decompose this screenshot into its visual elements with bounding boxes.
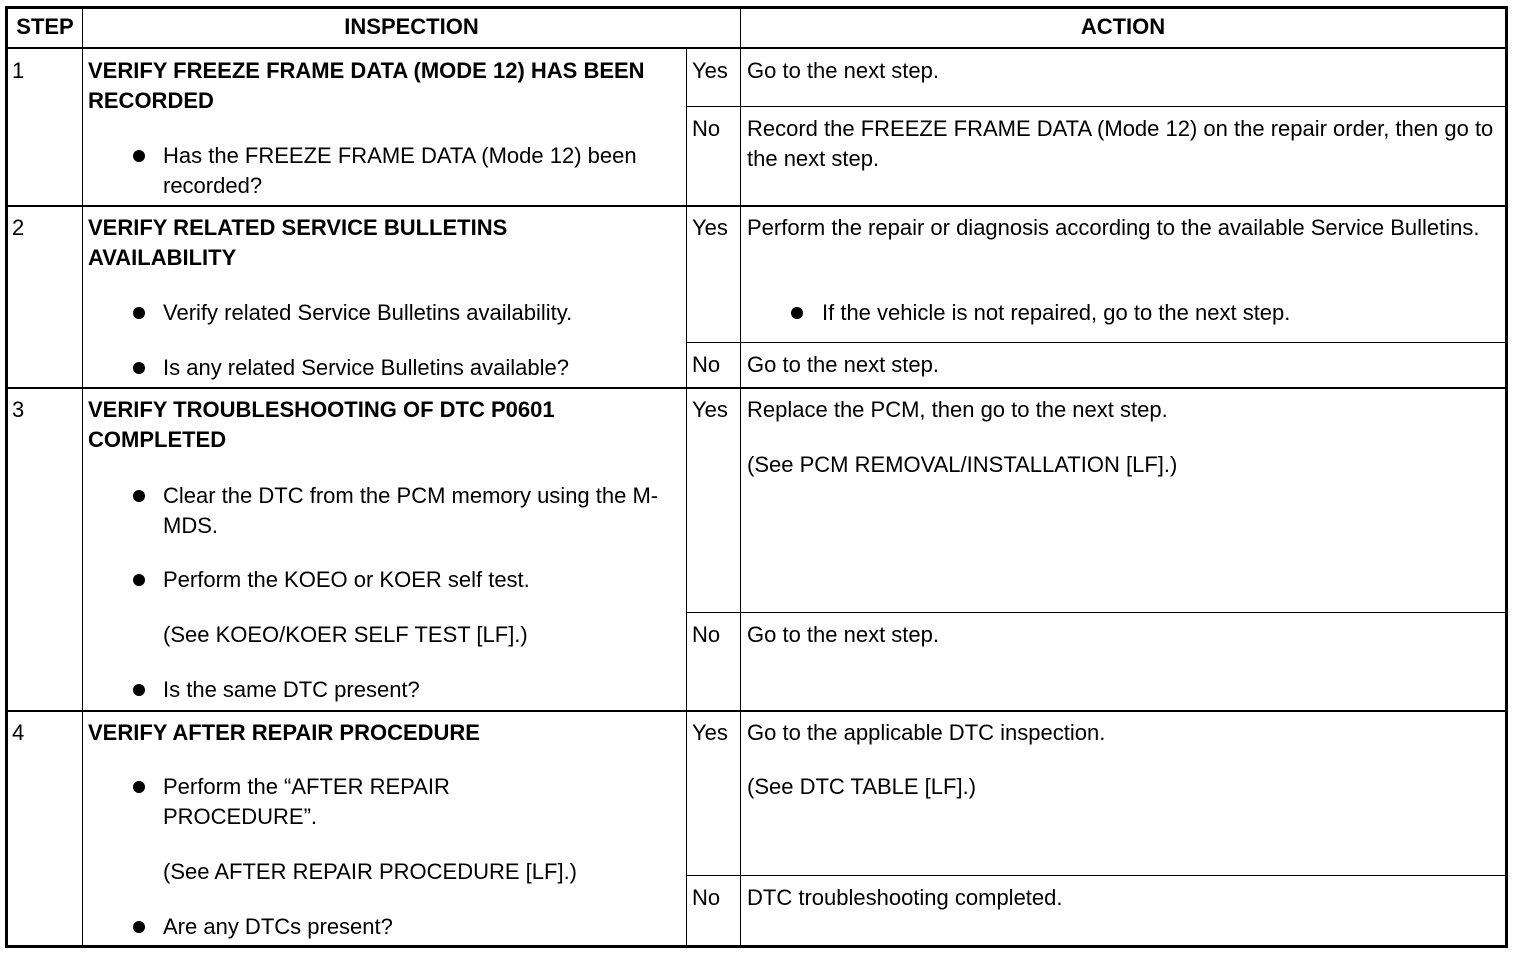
bullet-icon: [133, 307, 145, 319]
inspection-note-4: (See AFTER REPAIR PROCEDURE [LF].): [163, 859, 578, 884]
bullet-icon: [133, 781, 145, 793]
yes-action-ref-4: (See DTC TABLE [LF].): [747, 774, 977, 799]
yes-action-3: Replace the PCM, then go to the next step.: [747, 397, 1168, 422]
yes-action-ref-3: (See PCM REMOVAL/INSTALLATION [LF].): [747, 452, 1178, 477]
row-divider-3-4: [8, 710, 1505, 712]
inspection-note-3: (See KOEO/KOER SELF TEST [LF].): [163, 622, 528, 647]
no-label-4: No: [692, 885, 721, 910]
yes-action-4: Go to the applicable DTC inspection.: [747, 720, 1106, 745]
yes-no-divider-4: [686, 875, 1505, 876]
no-action-2: Go to the next step.: [747, 352, 940, 377]
step-number-4: 4: [12, 720, 25, 745]
no-label-2: No: [692, 352, 721, 377]
step-number-3: 3: [12, 397, 25, 422]
bullet-icon: [133, 921, 145, 933]
header-step: STEP: [16, 14, 74, 39]
yes-label-1: Yes: [692, 58, 728, 83]
column-divider-yesno: [686, 48, 687, 945]
no-label-1: No: [692, 116, 721, 141]
row-divider-1-2: [8, 205, 1505, 207]
inspection-item-1-1: Has the FREEZE FRAME DATA (Mode 12) been recorded?: [163, 143, 637, 198]
bullet-icon: [791, 307, 803, 319]
bullet-icon: [133, 684, 145, 696]
inspection-item-2-2: Is any related Service Bulletins available?: [163, 355, 570, 380]
inspection-item-3-2: Perform the KOEO or KOER self test.: [163, 567, 530, 592]
inspection-item-4-1: Perform the “AFTER REPAIR PROCEDURE”.: [163, 774, 450, 829]
yes-action-1: Go to the next step.: [747, 58, 940, 83]
yes-no-divider-2: [686, 342, 1505, 343]
header-inspection: INSPECTION: [344, 14, 479, 39]
step-title-4: VERIFY AFTER REPAIR PROCEDURE: [88, 720, 480, 745]
row-divider-2-3: [8, 387, 1505, 389]
step-title-3: VERIFY TROUBLESHOOTING OF DTC P0601 COMPLETED: [88, 397, 555, 452]
column-divider-step: [82, 8, 83, 945]
no-action-4: DTC troubleshooting completed.: [747, 885, 1063, 910]
yes-no-divider-1: [686, 106, 1505, 107]
bullet-icon: [133, 150, 145, 162]
no-label-3: No: [692, 622, 721, 647]
inspection-item-3-1: Clear the DTC from the PCM memory using the M-MDS.: [163, 483, 659, 538]
no-action-1: Record the FREEZE FRAME DATA (Mode 12) on the repair order, then go to the next step.: [747, 116, 1494, 171]
bullet-icon: [133, 362, 145, 374]
column-divider-action: [740, 8, 741, 945]
yes-label-4: Yes: [692, 720, 728, 745]
bullet-icon: [133, 490, 145, 502]
inspection-item-3-4: Is the same DTC present?: [163, 677, 420, 702]
yes-action-2: Perform the repair or diagnosis according to the available Service Bulletins.: [747, 215, 1480, 240]
step-title-2: VERIFY RELATED SERVICE BULLETINS AVAILABILITY: [88, 215, 508, 270]
header-action: ACTION: [1080, 14, 1166, 39]
yes-label-2: Yes: [692, 215, 728, 240]
yes-no-divider-3: [686, 612, 1505, 613]
inspection-item-2-1: Verify related Service Bulletins availability.: [163, 300, 573, 325]
no-action-3: Go to the next step.: [747, 622, 940, 647]
step-number-1: 1: [12, 58, 25, 83]
yes-label-3: Yes: [692, 397, 728, 422]
yes-action-bullet-2: If the vehicle is not repaired, go to the next step.: [822, 300, 1291, 325]
bullet-icon: [133, 574, 145, 586]
header-divider: [8, 47, 1505, 49]
inspection-item-4-3: Are any DTCs present?: [163, 914, 393, 939]
step-number-2: 2: [12, 215, 25, 240]
step-title-1: VERIFY FREEZE FRAME DATA (MODE 12) HAS BEEN RECORDED: [88, 58, 645, 113]
